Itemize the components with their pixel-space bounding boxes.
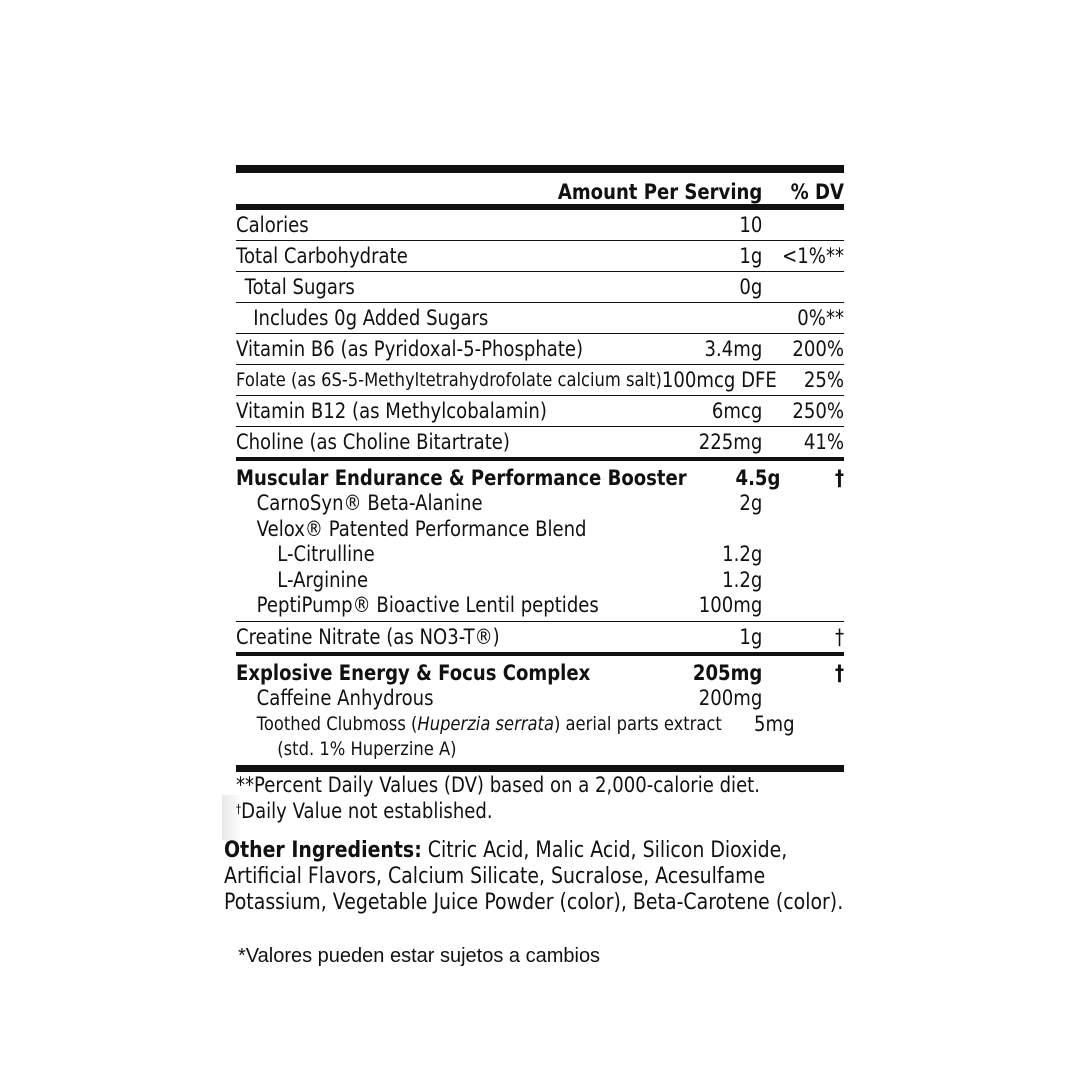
top-rule	[236, 165, 844, 173]
blend-explosive-energy	[236, 656, 844, 765]
blend-item-row: L-Citrulline 1.2g	[277, 542, 763, 567]
blend-muscular-endurance	[236, 461, 844, 622]
blend-title-row: Muscular Endurance & Performance Booster 4.5g †	[236, 465, 845, 490]
amount-per-serving-header: Amount Per Serving	[557, 180, 763, 204]
blend-item-row: Toothed Clubmoss (Huperzia serrata) aerial parts extract 5mg	[236, 711, 844, 737]
other-ingredients-label: Other Ingredients:	[224, 838, 422, 863]
row-calories: Calories 10	[236, 210, 844, 241]
blend-item-row: (std. 1% Huperzine A)	[277, 738, 457, 761]
row-choline: Choline (as Choline Bitartrate) 225mg 41%	[236, 427, 844, 461]
dv-header: % DV	[790, 180, 845, 204]
other-ingredients	[224, 838, 860, 916]
blend-item-row: PeptiPump® Bioactive Lentil peptides 100mg	[256, 593, 763, 618]
blend-item-row: CarnoSyn® Beta-Alanine 2g	[256, 491, 763, 516]
row-vitamin-b6: Vitamin B6 (as Pyridoxal-5-Phosphate) 3.4mg 200%	[236, 334, 844, 365]
blend-item-row: Velox® Patented Performance Blend	[256, 516, 587, 541]
supplement-facts-panel	[236, 165, 844, 772]
column-header	[236, 173, 844, 210]
dagger-footnote: †Daily Value not established.	[236, 799, 493, 823]
disclaimer-note: *Valores pueden estar sujetos a cambios	[238, 945, 601, 967]
row-creatine-nitrate: Creatine Nitrate (as NO3-T®) 1g †	[236, 622, 844, 656]
clubmoss-name: Toothed Clubmoss (Huperzia serrata) aerial parts extract	[256, 712, 722, 735]
row-total-sugars: Total Sugars 0g	[236, 272, 844, 303]
blend-item-row: Caffeine Anhydrous 200mg	[256, 686, 763, 711]
row-total-carbohydrate: Total Carbohydrate 1g <1%**	[236, 241, 844, 272]
dv-footnote: **Percent Daily Values (DV) based on a 2,000-calorie diet.	[236, 773, 761, 797]
row-added-sugars: Includes 0g Added Sugars 0%**	[236, 303, 844, 334]
other-ingredients-text: Citric Acid, Malic Acid, Silicon Dioxide, Artificial Flavors, Calcium Silicate, Sucralose, Acesulfame Potassium, Vegetable Juice Powder (color), Beta-Carotene (color).	[224, 838, 844, 915]
blend-title-row: Explosive Energy & Focus Complex 205mg †	[236, 660, 845, 685]
blend-item-row: L-Arginine 1.2g	[277, 567, 763, 592]
row-vitamin-b12: Vitamin B12 (as Methylcobalamin) 6mcg 250%	[236, 396, 844, 427]
row-folate: Folate (as 6S-5-Methyltetrahydrofolate calcium salt) 100mcg DFE 25%	[236, 365, 844, 396]
footnotes	[236, 772, 760, 824]
bottom-rule	[236, 765, 844, 772]
